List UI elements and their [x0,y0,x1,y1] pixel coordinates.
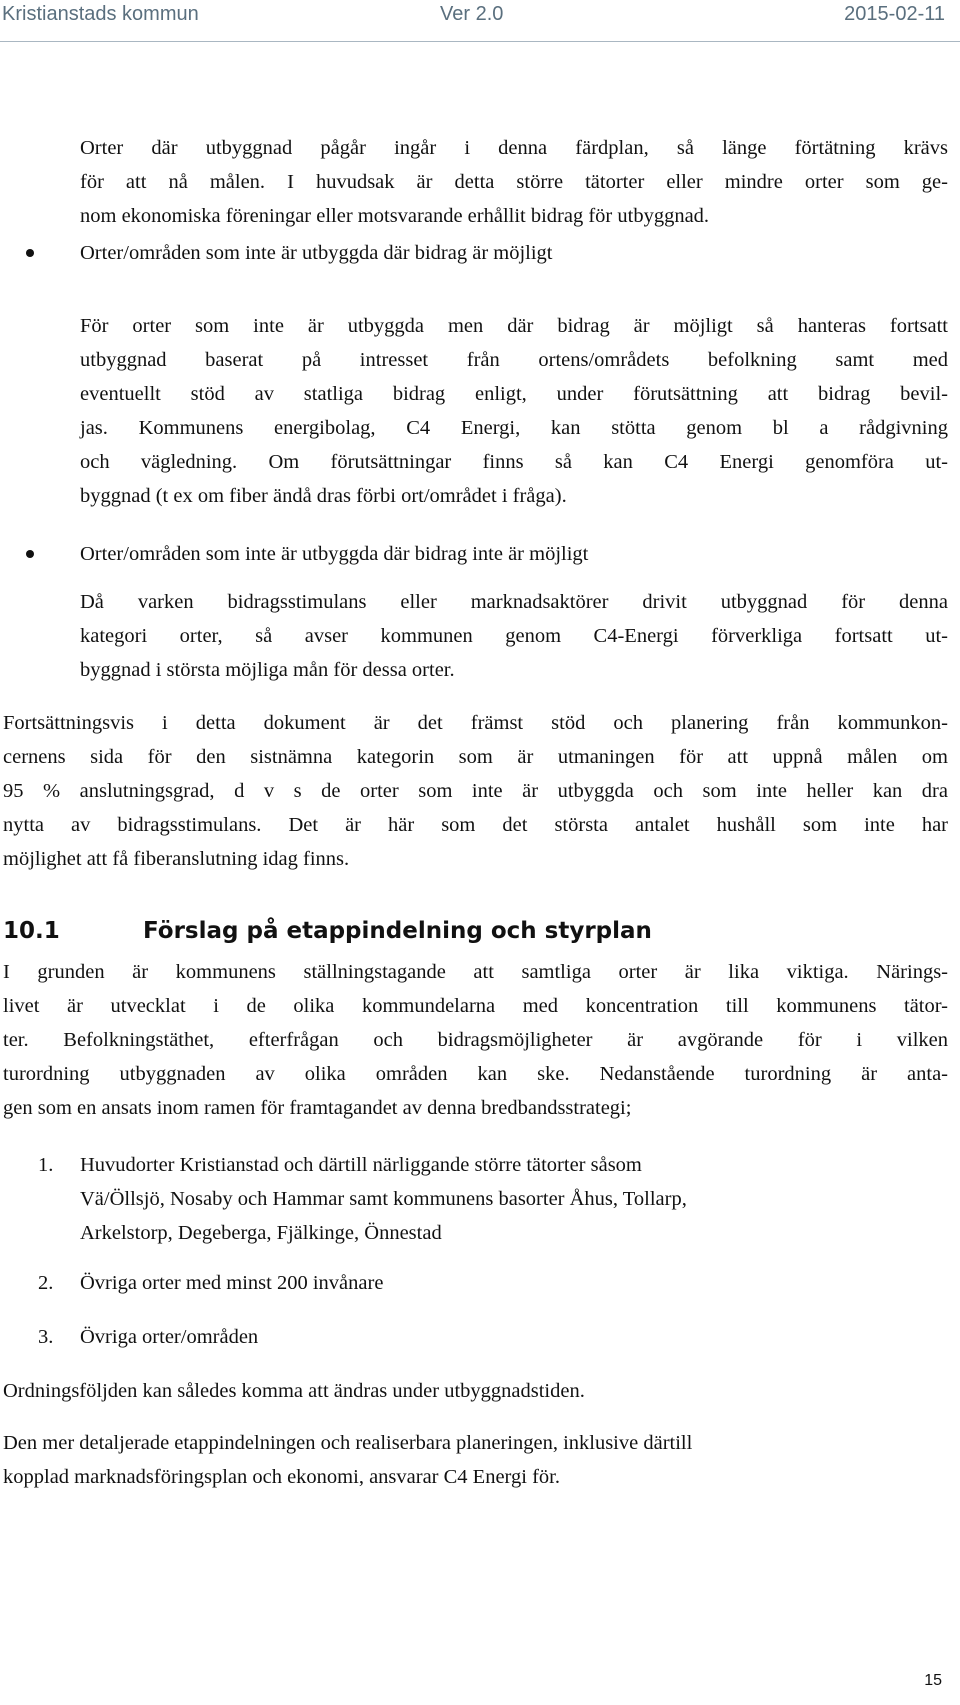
text-line: gen som en ansats inom ramen för framtagandet av denna bredbandsstrategi; [3,1097,632,1119]
text-line: utbyggnad baserat på intresset från ortens/områdets befolkning samt med [80,349,948,371]
grunden-paragraph [3,955,948,1125]
text-line: för att nå målen. I huvudsak är detta större tätorter eller mindre orter som ge- [80,171,948,193]
bullet2-body [80,585,948,687]
text-line: Vä/Öllsjö, Nosaby och Hammar samt kommunens basorter Åhus, Tollarp, [80,1188,687,1210]
section-title: Förslag på etappindelning och styrplan [143,918,652,944]
text-line: kopplad marknadsföringsplan och ekonomi, ansvarar C4 Energi för. [3,1466,560,1488]
header-version: Ver 2.0 [440,3,504,25]
text-line: Fortsättningsvis i detta dokument är det främst stöd och planering från kommunkon- [3,712,948,734]
text-line: byggnad (t ex om fiber ändå dras förbi ort/området i fråga). [80,485,567,507]
text-line: eventuellt stöd av statliga bidrag enligt, under förutsättning att bidrag bevil- [80,383,948,405]
text-line: turordning utbyggnaden av olika områden kan ske. Nedanstående turordning är anta- [3,1063,948,1085]
text-line: Huvudorter Kristianstad och därtill närliggande större tätorter såsom [80,1154,642,1176]
text-line: Orter där utbyggnad pågår ingår i denna färdplan, så länge förtätning krävs [80,137,948,159]
text-line: Övriga orter med minst 200 invånare [80,1272,384,1294]
text-line: ter. Befolkningstäthet, efterfrågan och bidragsmöjligheter är avgörande för i vilken [3,1029,948,1051]
text-line: nom ekonomiska föreningar eller motsvarande erhållit bidrag för utbyggnad. [80,205,710,227]
section-heading [3,915,652,947]
page-header [0,0,960,40]
text-line: 95 % anslutningsgrad, d v s de orter som inte är utbyggda och som inte heller kan dra [3,780,948,802]
bullet1-body [80,309,948,513]
text-line: Övriga orter/områden [80,1326,259,1348]
section-number: 10.1 [3,918,60,944]
header-org: Kristianstads kommun [2,3,199,25]
text-line: och vägledning. Om förutsättningar finns så kan C4 Energi genomföra ut- [80,451,948,473]
text-line: Den mer detaljerade etappindelningen och realiserbara planeringen, inklusive därtill [3,1432,693,1454]
bullet-icon [26,550,34,558]
order-paragraph [3,1374,948,1408]
text-line: Ordningsföljden kan således komma att ändras under utbyggnadstiden. [3,1380,585,1402]
page-number: 15 [924,1672,942,1689]
text-line: cernens sida för den sistnämna kategorin som är utmaningen för att uppnå målen om [3,746,948,768]
text-line: nytta av bidragsstimulans. Det är här som det största antalet hushåll som inte har [3,814,948,836]
bullet-title-text: Orter/områden som inte är utbyggda där bidrag är möjligt [80,242,553,264]
bullet-icon [26,249,34,257]
bullet2-title [80,537,948,571]
text-line: Arkelstorp, Degeberga, Fjälkinge, Önnestad [80,1222,442,1244]
list-item [80,1320,948,1354]
bullet-title-text: Orter/områden som inte är utbyggda där bidrag inte är möjligt [80,543,589,565]
text-line: jas. Kommunens energibolag, C4 Energi, kan stötta genom bl a rådgivning [80,417,948,439]
text-line: kategori orter, så avser kommunen genom C4-Energi förverkliga fortsatt ut- [80,625,948,647]
final-paragraph [3,1426,948,1494]
list-item [80,1266,948,1300]
continuation-paragraph [3,706,948,876]
header-divider [0,41,960,42]
list-number: 1. [38,1154,54,1176]
text-line: byggnad i största möjliga mån för dessa orter. [80,659,455,681]
intro-paragraph [80,131,948,233]
text-line: Då varken bidragsstimulans eller marknadsaktörer drivit utbyggnad för denna [80,591,948,613]
text-line: möjlighet att få fiberanslutning idag finns. [3,848,350,870]
header-date: 2015-02-11 [844,3,945,25]
text-line: För orter som inte är utbyggda men där bidrag är möjligt så hanteras fortsatt [80,315,948,337]
list-number: 3. [38,1326,54,1348]
list-number: 2. [38,1272,54,1294]
bullet1-title [80,236,948,270]
text-line: livet är utvecklat i de olika kommundelarna med koncentration till kommunens tätor- [3,995,948,1017]
text-line: I grunden är kommunens ställningstagande att samtliga orter är lika viktiga. Närings- [3,961,948,983]
list-item [80,1148,948,1250]
